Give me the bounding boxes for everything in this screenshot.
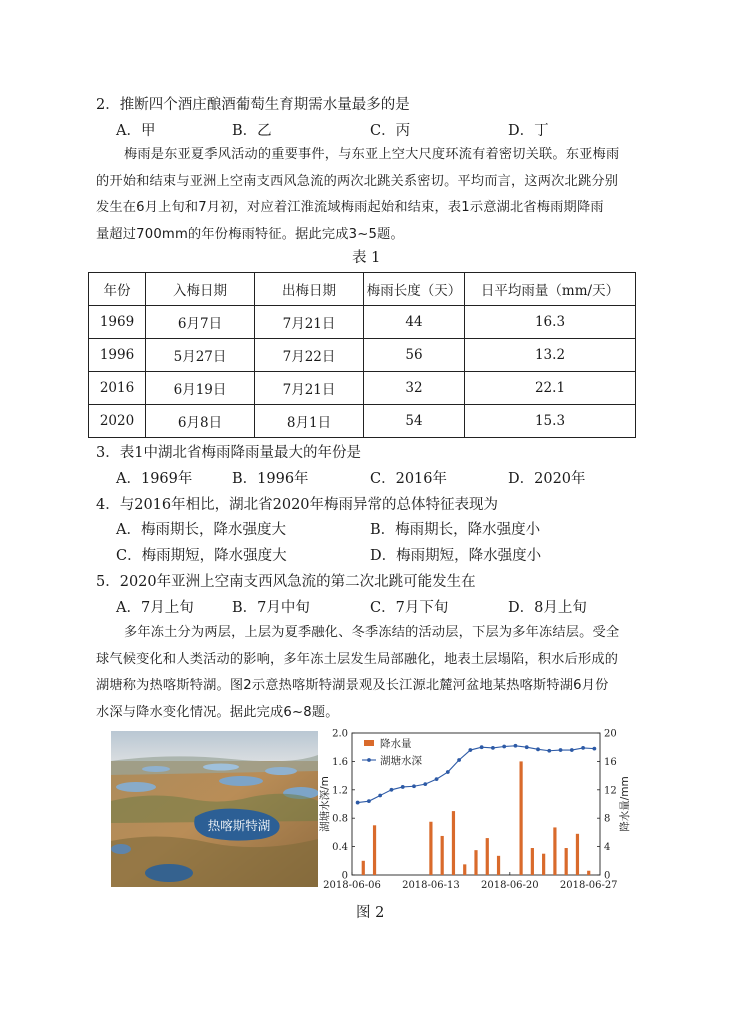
table1-header: 入梅日期 xyxy=(146,273,255,306)
table1-header: 梅雨长度（天） xyxy=(364,273,465,306)
right-axis-tick-label: 8 xyxy=(604,813,611,825)
precipitation-bar xyxy=(486,838,489,875)
table-cell: 6月7日 xyxy=(146,306,255,339)
q5-option-d[interactable]: D．8月上旬 xyxy=(508,600,587,616)
table-cell: 44 xyxy=(364,306,465,339)
right-axis-tick-label: 0 xyxy=(604,870,611,882)
precipitation-bar xyxy=(362,861,365,875)
q2-option-b[interactable]: B．乙 xyxy=(232,123,272,139)
table-cell: 16.3 xyxy=(465,306,636,339)
precipitation-bar xyxy=(576,834,579,875)
q5-option-c[interactable]: C．7月下旬 xyxy=(370,600,449,616)
table-cell: 7月21日 xyxy=(255,306,364,339)
q5-stem: 5．2020年亚洲上空南支西风急流的第二次北跳可能发生在 xyxy=(96,574,476,590)
q4-stem: 4．与2016年相比，湖北省2020年梅雨异常的总体特征表现为 xyxy=(96,497,499,513)
precipitation-bar xyxy=(441,836,444,875)
table1-header-row xyxy=(89,273,636,306)
thermokarst-lake-photo xyxy=(111,731,318,887)
q4-option-a[interactable]: A．梅雨期长，降水强度大 xyxy=(116,522,286,538)
water-depth-point xyxy=(423,782,427,786)
q2-option-d[interactable]: D．丁 xyxy=(508,123,549,139)
right-axis-title: 降水量/mm xyxy=(619,776,631,832)
passage-meiyu-line: 梅雨是东亚夏季风活动的重要事件，与东亚上空大尺度环流有着密切关联。东亚梅雨 xyxy=(124,147,620,162)
x-axis-tick-label: 2018-06-06 xyxy=(323,880,381,891)
q3-stem: 3．表1中湖北省梅雨降雨量最大的年份是 xyxy=(96,445,361,461)
water-depth-point xyxy=(570,748,574,752)
legend-depth-marker xyxy=(367,758,371,762)
table-cell: 1996 xyxy=(89,339,146,372)
table1 xyxy=(88,272,636,438)
table-cell: 22.1 xyxy=(465,372,636,405)
passage-meiyu-line: 发生在6月上旬和7月初，对应着江淮流域梅雨起始和结束，表1示意湖北省梅雨期降雨 xyxy=(96,200,604,215)
table-cell: 8月1日 xyxy=(255,405,364,438)
table-cell: 7月21日 xyxy=(255,372,364,405)
water-depth-point xyxy=(468,748,472,752)
x-axis-tick-label: 2018-06-20 xyxy=(480,880,539,891)
q5-option-b[interactable]: B．7月中旬 xyxy=(232,600,310,616)
q3-option-a[interactable]: A．1969年 xyxy=(116,471,193,487)
figure2-caption: 图 2 xyxy=(356,905,385,921)
left-axis-tick-label: 0.4 xyxy=(332,842,348,854)
left-axis-tick-label: 0 xyxy=(341,870,348,882)
left-axis-tick-label: 2.0 xyxy=(332,728,348,740)
precipitation-bar xyxy=(553,827,556,875)
passage-thermokarst-line: 湖塘称为热喀斯特湖。图2示意热喀斯特湖景观及长江源北麓河盆地某热喀斯特湖6月份 xyxy=(96,678,609,693)
left-axis-tick-label: 0.8 xyxy=(332,813,348,825)
table-cell: 32 xyxy=(364,372,465,405)
x-axis-tick-label: 2018-06-27 xyxy=(559,880,618,891)
table-cell: 2020 xyxy=(89,405,146,438)
precipitation-bar xyxy=(429,822,432,875)
table-row xyxy=(89,339,636,372)
table-cell: 6月19日 xyxy=(146,372,255,405)
table1-caption: 表 1 xyxy=(352,250,381,266)
precipitation-bar xyxy=(542,854,545,875)
water-depth-point xyxy=(435,777,439,781)
right-axis-tick-label: 16 xyxy=(604,756,617,768)
x-axis-tick-label: 2018-06-13 xyxy=(402,880,460,891)
water-depth-point xyxy=(480,745,484,749)
precipitation-bar xyxy=(519,761,522,875)
right-axis-tick-label: 4 xyxy=(604,842,611,854)
precipitation-bar xyxy=(452,811,455,875)
table-row xyxy=(89,372,636,405)
table-cell: 7月22日 xyxy=(255,339,364,372)
precipitation-bar xyxy=(463,864,466,875)
passage-thermokarst-line: 水深与降水变化情况。据此完成6~8题。 xyxy=(96,704,339,720)
q2-option-a[interactable]: A．甲 xyxy=(116,123,156,139)
q3-option-b[interactable]: B．1996年 xyxy=(232,471,309,487)
table-cell: 1969 xyxy=(89,306,146,339)
q4-option-d[interactable]: D．梅雨期短，降水强度小 xyxy=(370,548,542,564)
table-cell: 6月8日 xyxy=(146,405,255,438)
water-depth-point xyxy=(592,747,596,751)
water-depth-point xyxy=(378,794,382,798)
q5-option-a[interactable]: A．7月上旬 xyxy=(116,600,194,616)
passage-meiyu-line: 的开始和结束与亚洲上空南支西风急流的两次北跳关系密切。平均而言，这两次北跳分别 xyxy=(96,173,619,189)
q4-option-b[interactable]: B．梅雨期长，降水强度小 xyxy=(370,522,541,538)
table-cell: 15.3 xyxy=(465,405,636,438)
chart-plot-area xyxy=(318,729,631,892)
passage-meiyu-line: 量超过700mm的年份梅雨特征。据此完成3~5题。 xyxy=(96,226,404,242)
precipitation-bar xyxy=(373,825,376,875)
water-depth-point xyxy=(401,785,405,789)
legend-precipitation-label: 降水量 xyxy=(380,738,412,750)
photo-label: 热喀斯特湖 xyxy=(207,818,271,833)
q2-stem: 2．推断四个酒庄酿酒葡萄生育期需水量最多的是 xyxy=(96,97,410,113)
water-depth-point xyxy=(491,746,495,750)
right-axis-tick-label: 20 xyxy=(604,728,617,740)
water-depth-point xyxy=(367,799,371,803)
table-row xyxy=(89,405,636,438)
table1-header: 日平均雨量（mm/天） xyxy=(465,273,636,306)
precipitation-bar xyxy=(531,848,534,875)
left-axis-tick-label: 1.6 xyxy=(332,756,348,768)
precipitation-bar xyxy=(474,850,477,875)
water-depth-point xyxy=(457,758,461,762)
passage-meiyu xyxy=(96,142,634,248)
table1-header: 出梅日期 xyxy=(255,273,364,306)
legend-depth-label: 湖塘水深 xyxy=(380,755,422,767)
table-cell: 5月27日 xyxy=(146,339,255,372)
table-cell: 56 xyxy=(364,339,465,372)
depth-precipitation-chart xyxy=(314,725,640,900)
water-depth-point xyxy=(581,746,585,750)
water-depth-point xyxy=(502,745,506,749)
table-cell: 13.2 xyxy=(465,339,636,372)
q4-option-c[interactable]: C．梅雨期短，降水强度大 xyxy=(116,548,287,564)
water-depth-point xyxy=(514,744,518,748)
water-depth-point xyxy=(559,748,563,752)
q3-option-d[interactable]: D．2020年 xyxy=(508,471,586,487)
table-cell: 2016 xyxy=(89,372,146,405)
precipitation-bar xyxy=(565,848,568,875)
passage-thermokarst xyxy=(96,620,634,726)
precipitation-bar xyxy=(497,856,500,875)
water-depth-point xyxy=(412,784,416,788)
passage-thermokarst-line: 多年冻土分为两层，上层为夏季融化、冬季冻结的活动层，下层为多年冻结层。受全 xyxy=(124,625,620,640)
water-depth-point xyxy=(525,745,529,749)
table1-header: 年份 xyxy=(89,273,146,306)
q3-option-c[interactable]: C．2016年 xyxy=(370,471,447,487)
water-depth-point xyxy=(446,770,450,774)
water-depth-point xyxy=(536,747,540,751)
water-depth-point xyxy=(547,749,551,753)
legend-precipitation-swatch xyxy=(364,740,374,746)
table-cell: 54 xyxy=(364,405,465,438)
water-depth-point xyxy=(390,788,394,792)
passage-thermokarst-line: 球气候变化和人类活动的影响，多年冻土层发生局部融化，地表土层塌陷，积水后形成的 xyxy=(96,651,619,667)
table-row xyxy=(89,306,636,339)
precipitation-bar xyxy=(587,871,590,875)
left-axis-tick-label: 1.2 xyxy=(332,785,348,797)
q2-option-c[interactable]: C．丙 xyxy=(370,123,411,139)
water-depth-point xyxy=(356,801,360,805)
left-axis-title: 湖塘水深/m xyxy=(319,776,331,832)
right-axis-tick-label: 12 xyxy=(604,785,617,797)
